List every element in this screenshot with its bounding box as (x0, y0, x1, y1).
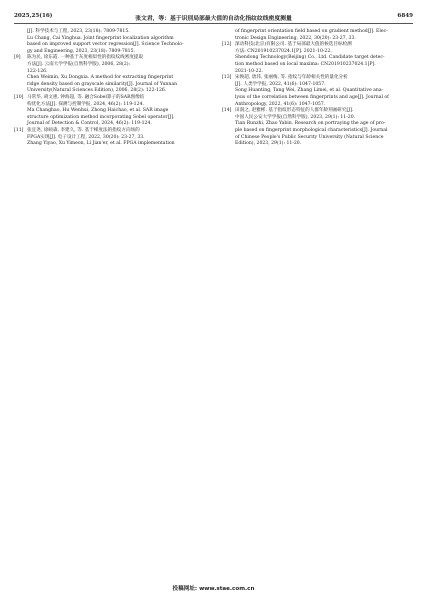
reference-line: lysis of the correlation between fingerprints and age[J]. Journal of (235, 94, 389, 100)
reference-number: [12] (222, 42, 232, 48)
reference-line: 122-126. (27, 68, 48, 74)
volume-issue: 2025,25(16) (14, 13, 53, 19)
reference-number: [9] (14, 55, 21, 61)
reference-line: Ma Changhao, Hu Wenhui, Zhong Haichao, et al. SAR image (27, 108, 169, 114)
reference-line: Anthropology, 2022, 41(6): 1047-1057. (235, 101, 326, 107)
page-number: 6849 (397, 13, 413, 19)
reference-line: based on improved support vector regression[J]. Science Technolo- (27, 42, 184, 48)
reference-entry (14, 128, 204, 148)
right-reference-column (222, 29, 414, 148)
reference-line: ple based on fingerprint morphological characteristics[J]. Journal (235, 127, 388, 133)
reference-line: Song Huanting, Tang Wei, Zhang Limei, et al. Quantitative ana- (235, 88, 384, 94)
reference-entry (222, 29, 414, 42)
reference-number: [13] (222, 75, 232, 81)
reference-entry (222, 42, 414, 75)
reference-line: Tian Runzhi, Zhao Yabin. Research on portraying the age of pro- (235, 121, 386, 127)
reference-line: Lu Chang, Cai Yinghua. Joint fingerprint localization algorithm (27, 35, 174, 41)
reference-line: gy and Engineering, 2023, 23(18): 7809-7815. (27, 48, 135, 54)
reference-line: [J]. 科学技术与工程, 2023, 23(18): 7809-7815. (27, 29, 130, 34)
reference-line: 马常华, 胡文惠, 钟海超, 等. 融合Sobel算子的SAR图像结 (27, 94, 145, 100)
reference-line: tion method based on local maxima: CN201910237024.1[P]. (235, 61, 376, 67)
reference-line: ridge density based on grayscale similarity[J]. Journal of Yunnan (27, 81, 178, 87)
reference-line: 陈为民, 徐东霞. 一种基于灰度相似性的指纹纹线密度提取 (27, 55, 144, 61)
reference-line: 2021-10-22. (235, 68, 263, 74)
reference-line: 宋焕超, 唐玮, 张丽梅, 等. 指纹与年龄相关性的量化分析 (235, 75, 348, 81)
left-reference-column (14, 29, 204, 148)
reference-line: Zhang Yiyao, Xu Yimeon, Li Jian'er, et al. FPGA implementation (27, 141, 175, 147)
reference-line: [J]. 人类学学报, 2022, 41(6): 1047-1057. (235, 81, 326, 87)
reference-entry (14, 95, 204, 128)
reference-line: 方法[J]. 云南大学学报(自然科学版), 2006, 28(2): (27, 61, 131, 67)
reference-line: 方法: CN201910237024.1[P]. 2021-10-22. (235, 48, 332, 54)
reference-entry (14, 29, 204, 55)
reference-line: Journal of Detection & Control, 2024, 46(2): 119-124. (27, 121, 152, 127)
reference-line: FPGA实现[J]. 电子设计工程, 2022, 30(20): 23-27, 33. (27, 134, 145, 140)
reference-number: [14] (222, 108, 232, 114)
reference-number: [10] (14, 94, 24, 100)
submission-website-footer: 投稿网址: www.stae.com.cn (172, 586, 255, 592)
reference-line: tronic Design Engineering, 2022, 30(20): 23-27, 33. (235, 35, 356, 41)
reference-line: Edition), 2023, 29(1): 11-20. (235, 141, 302, 147)
reference-line: Chen Weimin, Xu Dongxia. A method for extracting fingerprint (27, 75, 174, 81)
reference-line: of Chinese People's Public Security University (Natural Science (235, 134, 384, 140)
running-title: 张文君，等：基于识别局部最大值的自动化指纹纹线密度测量 (135, 15, 292, 22)
reference-entry (222, 108, 414, 148)
reference-line: structure optimization method incorporating Sobel operator[J]. (27, 114, 175, 120)
reference-line: 深动科技(北京)有限公司. 基于局部最大值的候选目标检测 (235, 42, 352, 48)
reference-line: 田润之, 赵雅彬. 基于指纹形态特征的人群年龄刻画研究[J]. (235, 108, 354, 114)
running-header (14, 11, 413, 24)
reference-line: 中国人民公安大学学报(自然科学版), 2023, 29(1): 11-20. (235, 114, 356, 120)
reference-line: 构优化方法[J]. 探测与控制学报, 2024, 46(2): 119-124. (27, 101, 144, 107)
reference-number: [11] (14, 127, 24, 133)
reference-line: University(Natural Sciences Edition), 2006, 28(2): 122-126. (27, 88, 167, 94)
reference-entry (14, 55, 204, 95)
reference-entry (222, 75, 414, 108)
reference-line: 张宜尧, 徐硕森, 李建久, 等. 基于梯度法的指纹方向场的 (27, 127, 140, 133)
reference-line: Shendong Technology(Beijing) Co., Ltd. Candidate target detec- (235, 55, 385, 61)
reference-line: of fingerprint orientation field based on gradient method[J]. Elec- (235, 29, 388, 34)
